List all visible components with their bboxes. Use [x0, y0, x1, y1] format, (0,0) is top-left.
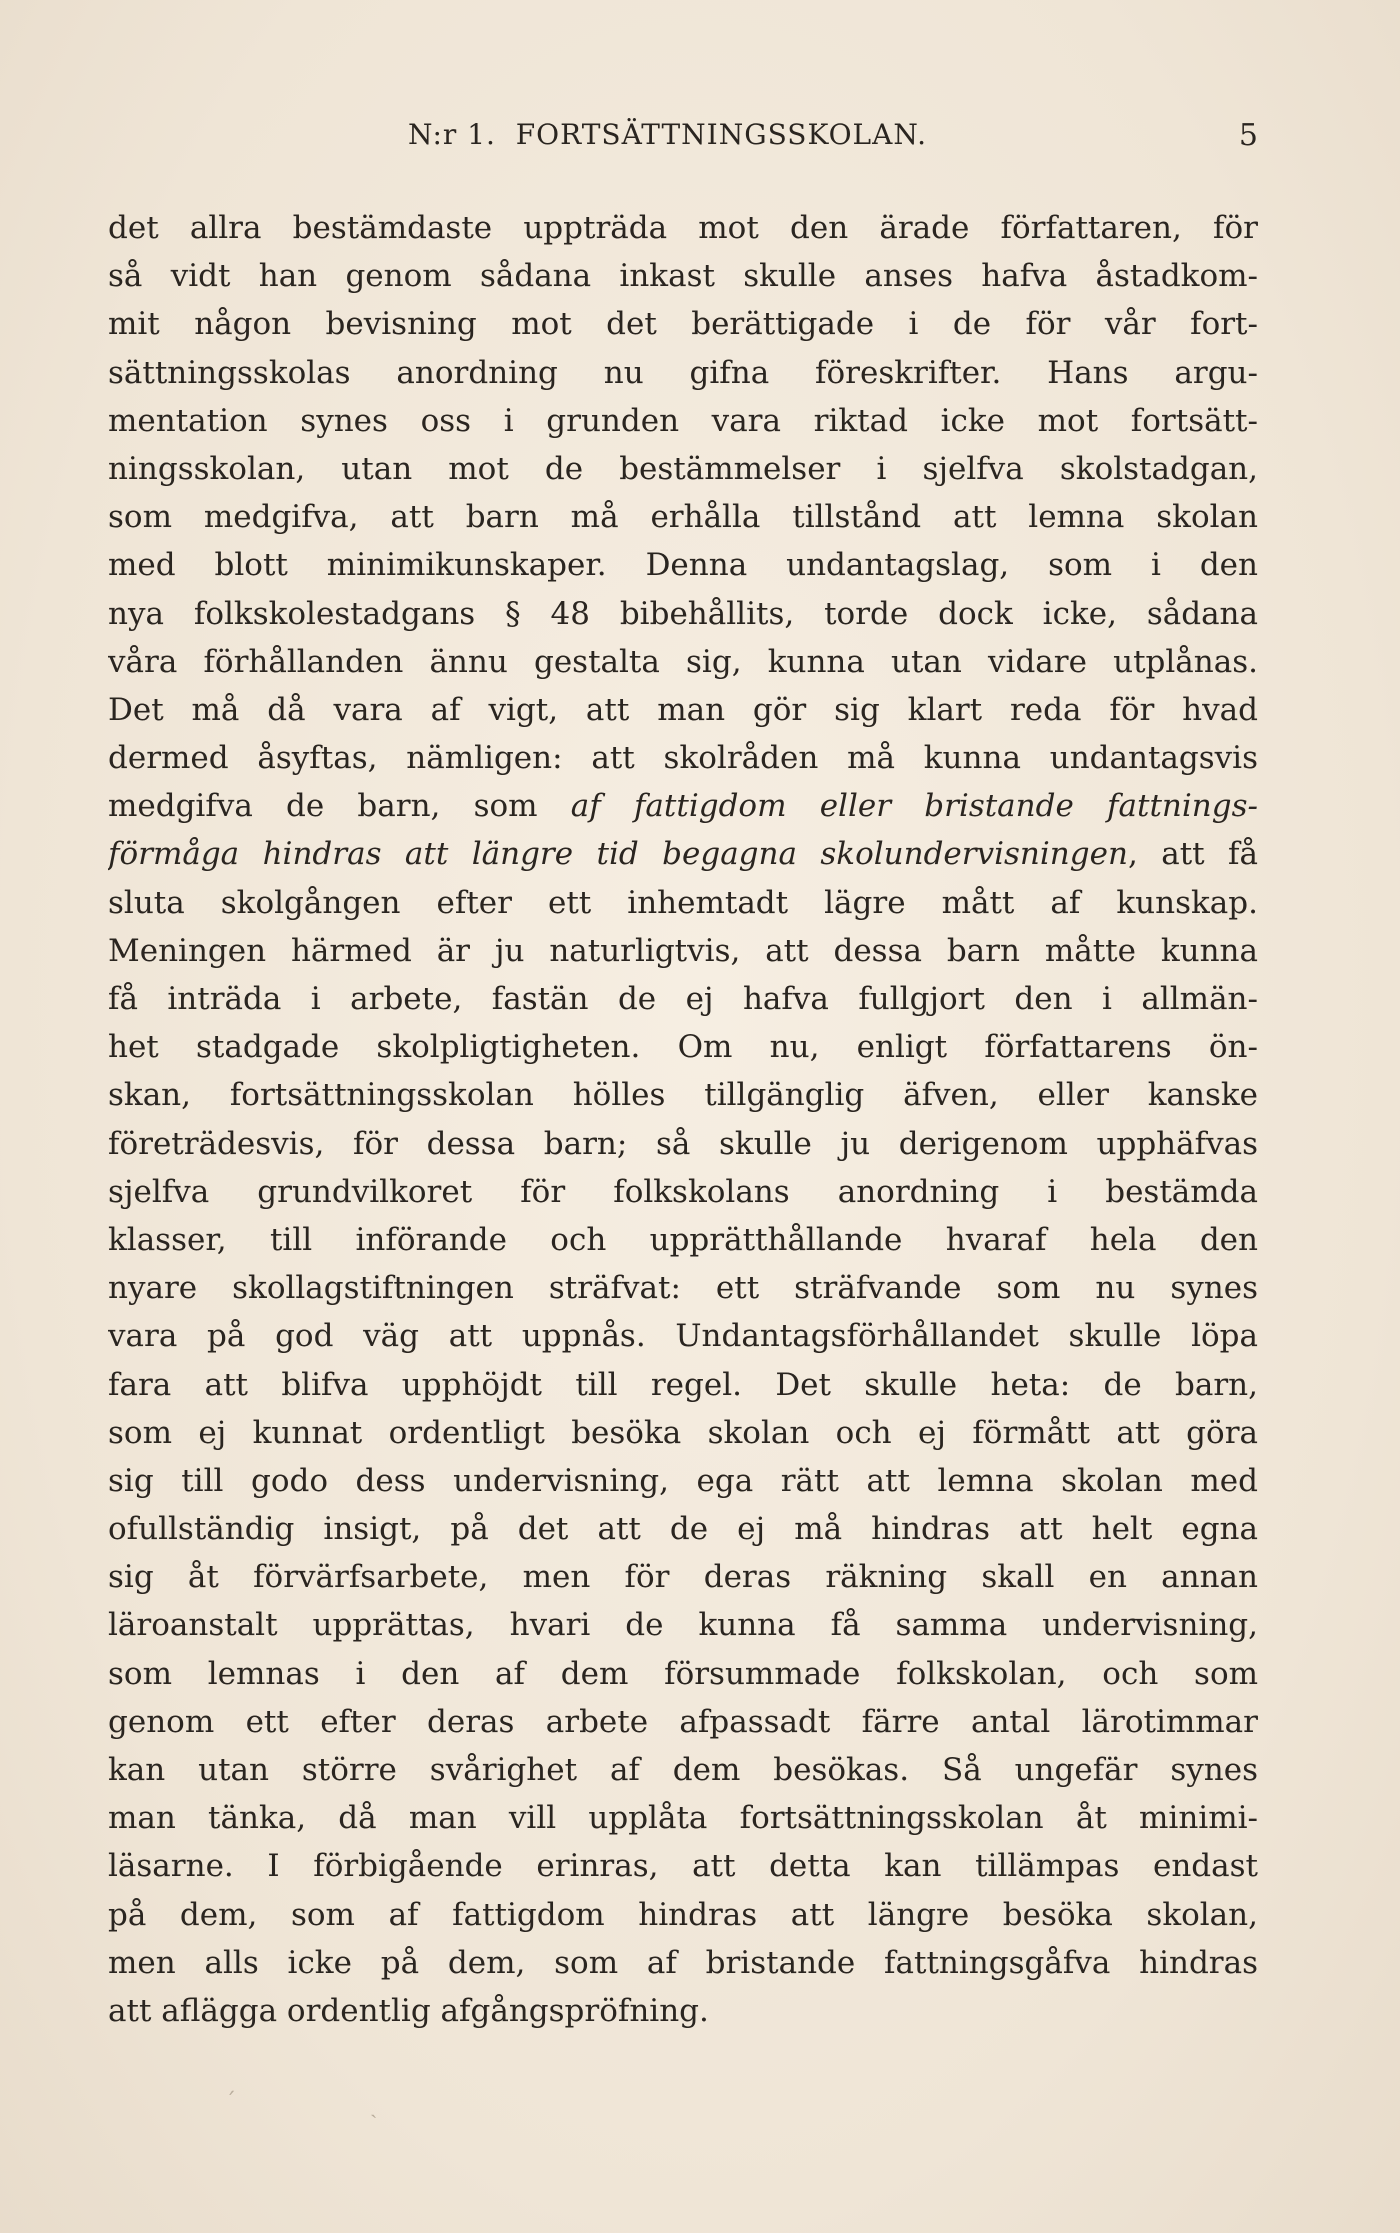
- text-line: läsarne. I förbigående erinras, att detta kan tillämpas endast: [108, 1848, 1258, 1885]
- text-line: vara på god väg att uppnås. Undantagsförhållandet skulle löpa: [108, 1318, 1258, 1355]
- text-line: Det må då vara af vigt, att man gör sig klart reda för hvad: [108, 691, 1258, 728]
- running-header: [108, 118, 1258, 178]
- paper-speck: ˏ: [370, 2094, 378, 2119]
- text-line: som lemnas i den af dem försummade folkskolan, och som: [108, 1655, 1258, 1692]
- paper-speck: ´: [225, 2090, 236, 2115]
- text-line: Meningen härmed är ju naturligtvis, att dessa barn måtte kunna: [108, 932, 1258, 969]
- text-line: att aflägga ordentlig afgångspröfning.: [108, 1992, 709, 2029]
- text-line: läroanstalt upprättas, hvari de kunna få samma undervisning,: [108, 1607, 1258, 1644]
- text-line: mentation synes oss i grunden vara riktad icke mot fortsätt-: [108, 402, 1258, 439]
- text-line: men alls icke på dem, som af bristande fattningsgåfva hindras: [108, 1944, 1258, 1981]
- text-line: förmåga hindras att längre tid begagna skolundervisningen, att få: [108, 836, 1258, 873]
- text-line: nya folkskolestadgans § 48 bibehållits, torde dock icke, sådana: [108, 595, 1258, 632]
- text-line: företrädesvis, för dessa barn; så skulle ju derigenom upphäfvas: [108, 1125, 1258, 1162]
- text-line: man tänka, då man vill upplåta fortsättningsskolan åt minimi-: [108, 1800, 1258, 1837]
- text-line: skan, fortsättningsskolan hölles tillgänglig äfven, eller kanske: [108, 1077, 1258, 1114]
- page-number: 5: [1238, 118, 1258, 153]
- text-line: sig till godo dess undervisning, ega rätt att lemna skolan med: [108, 1462, 1258, 1499]
- text-line: så vidt han genom sådana inkast skulle anses hafva åstadkom-: [108, 258, 1258, 295]
- text-line: fara att blifva upphöjdt till regel. Det skulle heta: de barn,: [108, 1366, 1258, 1403]
- italic-phrase: förmåga hindras att längre tid begagna skolundervisningen: [108, 836, 1128, 873]
- text-line: ningsskolan, utan mot de bestämmelser i sjelfva skolstadgan,: [108, 450, 1258, 487]
- text-line: nyare skollagstiftningen sträfvat: ett sträfvande som nu synes: [108, 1270, 1258, 1307]
- text-line: sluta skolgången efter ett inhemtadt lägre mått af kunskap.: [108, 884, 1258, 921]
- text-line: medgifva de barn, som af fattigdom eller bristande fattnings-: [108, 788, 1258, 825]
- issue-number: N:r 1.: [408, 118, 496, 151]
- body-text: [108, 204, 1258, 2035]
- text-line: mit någon bevisning mot det berättigade i de för vår fort-: [108, 306, 1258, 343]
- text-line: het stadgade skolpligtigheten. Om nu, enligt författarens ön-: [108, 1029, 1258, 1066]
- text-line: våra förhållanden ännu gestalta sig, kunna utan vidare utplånas.: [108, 643, 1258, 680]
- text-line: sjelfva grundvilkoret för folkskolans anordning i bestämda: [108, 1173, 1258, 1210]
- text-line: sättningsskolas anordning nu gifna föreskrifter. Hans argu-: [108, 354, 1258, 391]
- header-title: [408, 118, 927, 151]
- text-line: det allra bestämdaste uppträda mot den ärade författaren, för: [108, 210, 1258, 246]
- text-line: sig åt förvärfsarbete, men för deras räkning skall en annan: [108, 1559, 1258, 1596]
- journal-title: FORTSÄTTNINGSSKOLAN.: [515, 118, 927, 151]
- text-line: som medgifva, att barn må erhålla tillstånd att lemna skolan: [108, 499, 1258, 536]
- italic-phrase: af fattigdom eller bristande fattnings-: [570, 788, 1258, 825]
- text-line: kan utan större svårighet af dem besökas. Så ungefär synes: [108, 1752, 1258, 1788]
- text-line: som ej kunnat ordentligt besöka skolan och ej förmått att göra: [108, 1414, 1258, 1451]
- text-line: dermed åsyftas, nämligen: att skolråden må kunna undantagsvis: [108, 740, 1258, 777]
- text-line: få inträda i arbete, fastän de ej hafva fullgjort den i allmän-: [108, 981, 1258, 1017]
- text-line: på dem, som af fattigdom hindras att längre besöka skolan,: [108, 1896, 1258, 1933]
- text-line: genom ett efter deras arbete afpassadt färre antal lärotimmar: [108, 1703, 1258, 1740]
- text-line: klasser, till införande och upprätthållande hvaraf hela den: [108, 1221, 1258, 1258]
- text-line: ofullständig insigt, på det att de ej må hindras att helt egna: [108, 1511, 1258, 1548]
- text-line: med blott minimikunskaper. Denna undantagslag, som i den: [108, 547, 1258, 584]
